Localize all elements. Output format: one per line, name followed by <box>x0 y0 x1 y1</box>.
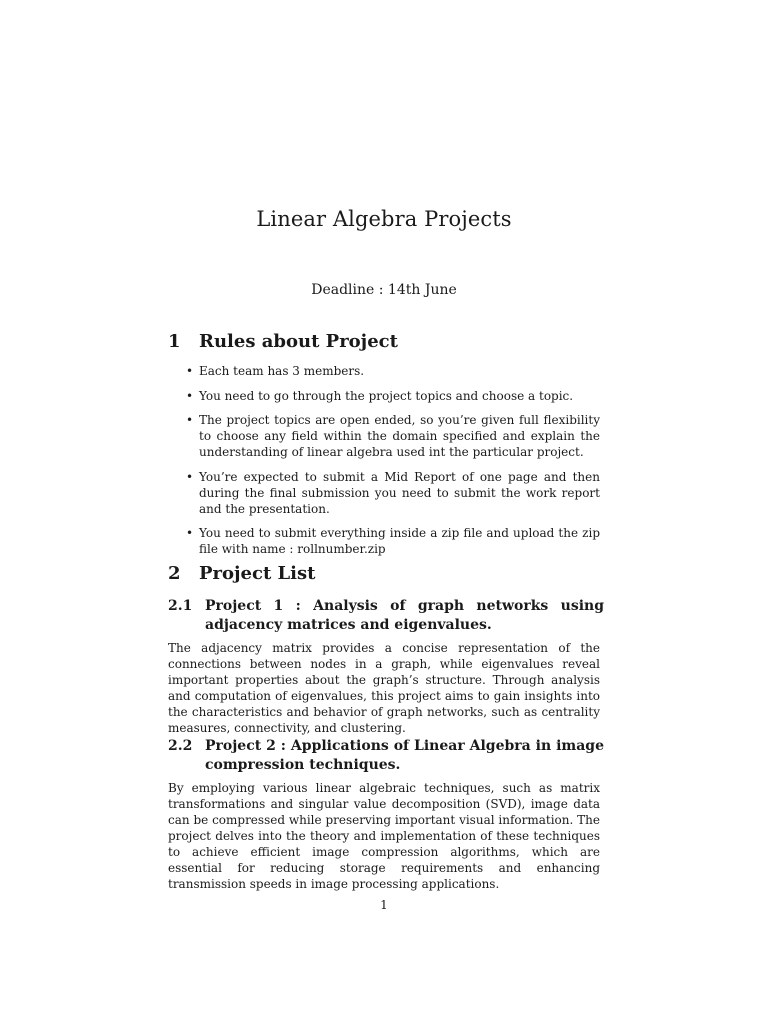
section-title: Rules about Project <box>199 331 398 352</box>
document-title: Linear Algebra Projects <box>256 207 512 231</box>
bullet-icon: • <box>186 413 194 427</box>
page-number: 1 <box>380 898 388 912</box>
list-item-text: You’re expected to submit a Mid Report of one page and then during the final submission you need to submit the work report and the presentation. <box>199 469 600 516</box>
list-item-text: You need to submit everything inside a zip file and upload the zip file with name : rollnumber.zip <box>199 526 600 556</box>
subsection-heading-project-2 <box>168 737 604 775</box>
section-heading-rules <box>168 331 604 352</box>
bullet-icon: • <box>186 364 194 378</box>
subsection-number: 2.1 <box>168 598 193 614</box>
subsection-title: Project 1 : Analysis of graph networks using adjacency matrices and eigenvalues. <box>205 598 604 633</box>
project-2-description: By employing various linear algebraic techniques, such as matrix transformations and singular value decomposition (SVD), image data can be compressed while preserving important visual information. The project delves into the theory and implementation of these techniques to achieve efficient image compression algorithms, which are essential for reducing storage requirements and enhancing transmission speeds in image processing applications. <box>168 781 600 891</box>
section-heading-project-list <box>168 563 604 584</box>
section-title: Project List <box>199 563 316 584</box>
list-item-text: The project topics are open ended, so you’re given full flexibility to choose any field within the domain specified and explain the understanding of linear algebra used int the particular project. <box>199 413 600 459</box>
project-1-description: The adjacency matrix provides a concise representation of the connections between nodes in a graph, while eigenvalues reveal important properties about the graph’s structure. Through analysis and computation of eigenvalues, this project aims to gain insights into the characteristics and behavior of graph networks, such as centrality measures, connectivity, and clustering. <box>168 641 600 735</box>
subsection-heading-project-1 <box>168 597 604 635</box>
bullet-icon: • <box>186 388 194 403</box>
list-item <box>168 469 600 517</box>
list-item <box>168 412 600 460</box>
list-item <box>168 388 600 404</box>
list-item-text: Each team has 3 members. <box>199 364 365 378</box>
section-number: 1 <box>168 331 181 352</box>
deadline-line: Deadline : 14th June <box>311 282 457 298</box>
subsection-number: 2.2 <box>168 738 193 754</box>
section-number: 2 <box>168 563 181 584</box>
list-item <box>168 363 600 379</box>
bullet-icon: • <box>186 469 194 484</box>
list-item <box>168 525 600 557</box>
list-item-text: You need to go through the project topics and choose a topic. <box>199 388 574 403</box>
subsection-title: Project 2 : Applications of Linear Algebra in image compression techniques. <box>205 738 604 773</box>
rules-list <box>168 363 600 566</box>
bullet-icon: • <box>186 526 194 540</box>
